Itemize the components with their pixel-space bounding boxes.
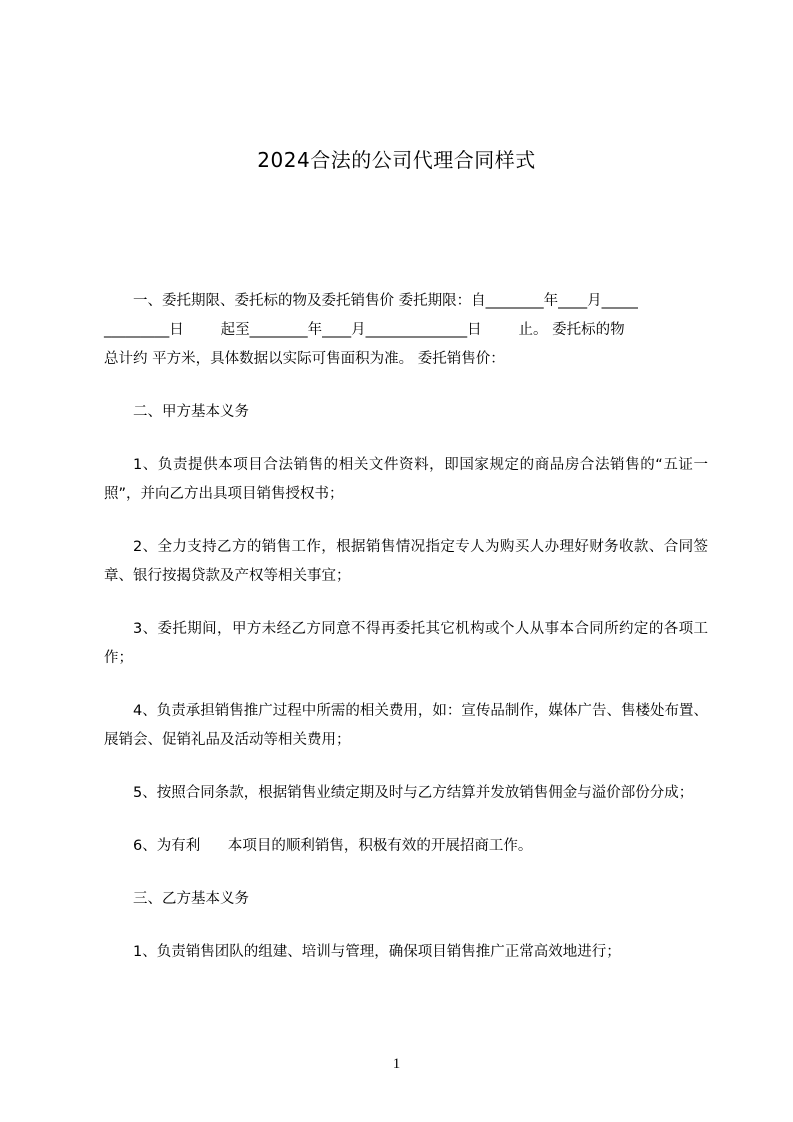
document-title: 2024合法的公司代理合同样式 bbox=[257, 148, 536, 172]
section-2-heading: 二、甲方基本义务 bbox=[133, 404, 249, 420]
document-body bbox=[104, 287, 708, 967]
section-2-item-5: 5、按照合同条款，根据销售业绩定期及时与乙方结算并发放销售佣金与溢价部份分成； bbox=[133, 785, 694, 801]
section-2-item-2: 2、全力支持乙方的销售工作，根据销售情况指定专人为购买人办理好财务收款、合同签章、银行按揭贷款及产权等相关事宜； bbox=[104, 539, 708, 584]
section-1-line-2: _________日 起至________年____月______________日 止。 委托标的物 bbox=[104, 322, 625, 338]
section-3-heading: 三、乙方基本义务 bbox=[133, 891, 249, 907]
section-2-item-1: 1、负责提供本项目合法销售的相关文件资料，即国家规定的商品房合法销售的“五证一照”，并向乙方出具项目销售授权书； bbox=[104, 457, 708, 502]
page-number: 1 bbox=[392, 1056, 401, 1072]
section-2-item-4: 4、负责承担销售推广过程中所需的相关费用，如：宣传品制作，媒体广告、售楼处布置、展销会、促销礼品及活动等相关费用； bbox=[104, 703, 708, 748]
section-1-line-1: 一、委托期限、委托标的物及委托销售价 委托期限：自________年____月_____ bbox=[133, 293, 638, 309]
section-3-item-1: 1、负责销售团队的组建、培训与管理，确保项目销售推广正常高效地进行； bbox=[133, 944, 621, 960]
section-2-item-3: 3、委托期间，甲方未经乙方同意不得再委托其它机构或个人从事本合同所约定的各项工作； bbox=[104, 621, 708, 666]
section-2-item-6: 6、为有利 本项目的顺利销售，积极有效的开展招商工作。 bbox=[133, 838, 533, 854]
section-1-line-3: 总计约 平方米，具体数据以实际可售面积为准。 委托销售价： bbox=[104, 351, 505, 367]
